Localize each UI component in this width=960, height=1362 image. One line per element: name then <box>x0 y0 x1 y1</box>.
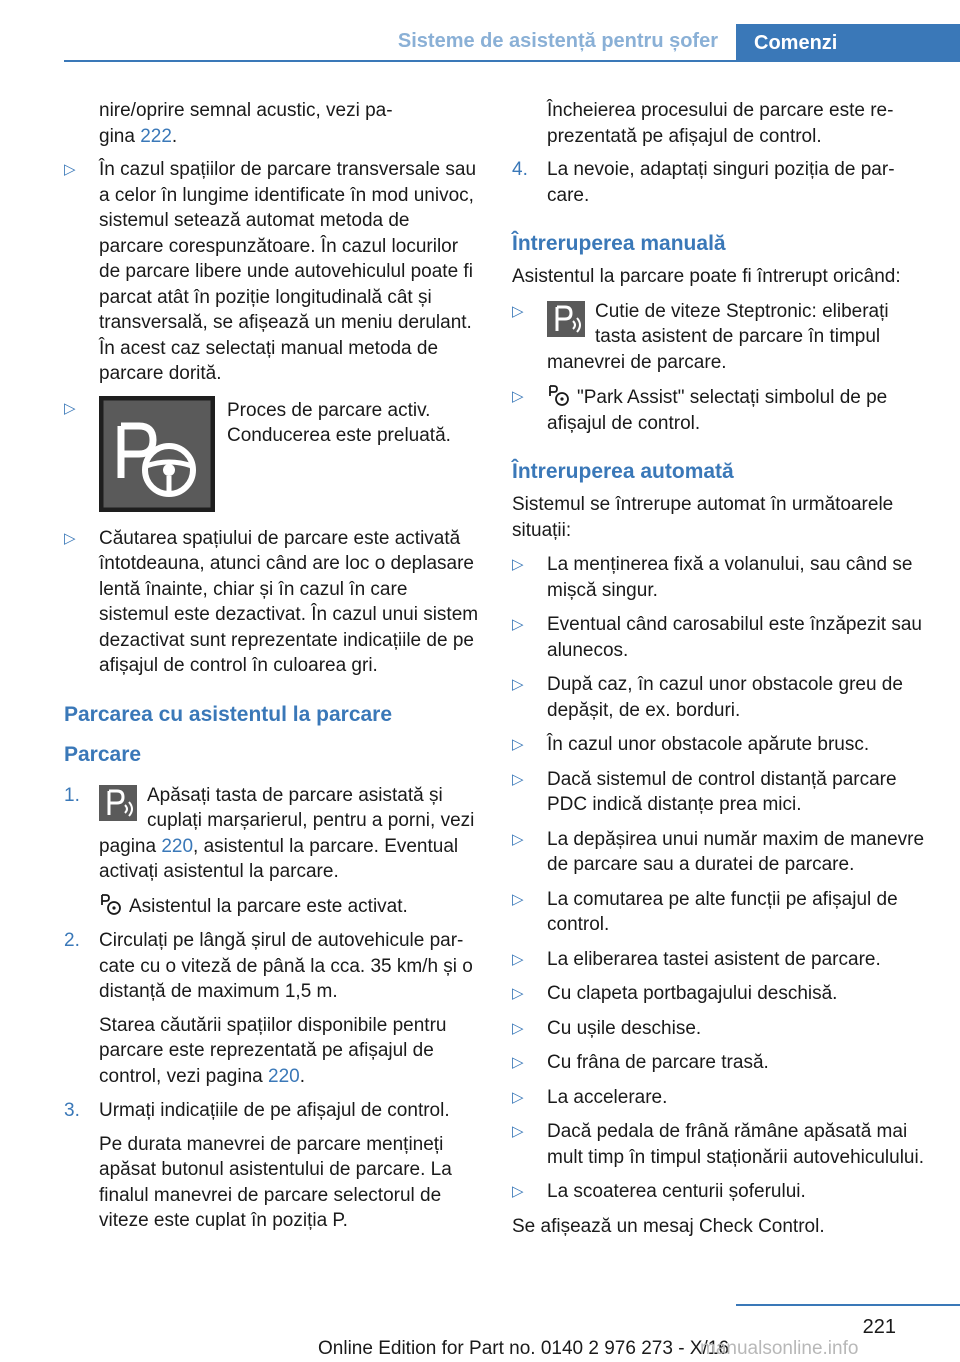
list-item: ▷ Cu frâna de parcare trasă. <box>512 1050 927 1076</box>
step-note: Pe durata manevrei de parcare mențineți apăsat butonul asistentului de parcare. La finalul manevrei de parcare selectorul de viteze este cuplat în poziția P. <box>99 1133 452 1231</box>
left-column <box>64 98 479 1243</box>
section-title: Sisteme de asistență pentru șofer <box>397 30 718 52</box>
list-item: ▷ La accelerare. <box>512 1085 927 1111</box>
manual-interrupt-heading: Întreruperea manuală <box>512 232 726 255</box>
auto-intro: Sistemul se întrerupe automat în următoarele situații: <box>512 494 894 541</box>
watermark: manualsonline.info <box>700 1338 859 1359</box>
header-rule <box>64 60 736 62</box>
page-link-222[interactable]: 222 <box>140 125 172 147</box>
bullet-triangle-icon: ▷ <box>512 302 524 320</box>
park-steering-icon <box>99 396 215 512</box>
bullet-item: ▷ "Park Assist" selectați simbolul de pe afișajul de control. <box>512 384 927 436</box>
bullet-triangle-icon: ▷ <box>512 616 524 633</box>
bullet-triangle-icon: ▷ <box>64 529 76 547</box>
page-number: 221 <box>862 1316 896 1338</box>
park-assist-button-icon <box>99 785 137 821</box>
list-item: ▷ La comutarea pe alte funcții pe afișajul de control. <box>512 888 898 935</box>
list-item: ▷ Dacă sistemul de control distanță parcare PDC indică distanțe prea mici. <box>512 768 897 815</box>
page-header <box>0 0 960 64</box>
numbered-step-3: 3. Urmați indicațiile de pe afișajul de control. Pe durata manevrei de parcare mențineți apăsat butonul asistentului de parcare. La finalul manevrei de parcare selectorul de viteze este cuplat în poziția P. <box>64 1098 479 1234</box>
step-note: Asistentul la parcare este activat. <box>99 893 479 920</box>
bullet-triangle-icon: ▷ <box>512 1088 524 1106</box>
section-heading: Parcarea cu asistentul la parcare <box>64 702 393 726</box>
list-item: ▷ În cazul unor obstacole apărute brusc. <box>512 732 927 758</box>
continued-text: Încheierea procesului de parcare este reprezentată pe afișajul de control. <box>547 100 894 147</box>
bullet-triangle-icon: ▷ <box>512 1183 524 1200</box>
list-item: ▷ Cu clapeta portbagajului deschisă. <box>512 981 927 1007</box>
list-item: ▷ La scoaterea centurii șoferului. <box>512 1179 927 1205</box>
bullet-item: ▷ Proces de parcare activ. Conducerea este preluată. <box>64 396 479 512</box>
bullet-triangle-icon: ▷ <box>64 161 76 178</box>
list-item: ▷ Dacă pedala de frână rămâne apăsată mai mult timp în timpul staționării autovehiculului. <box>512 1121 925 1168</box>
bullet-triangle-icon: ▷ <box>512 1054 524 1071</box>
closing-text: Se afișează un mesaj Check Control. <box>512 1215 825 1237</box>
list-item: ▷ Eventual când carosabilul este înzăpezit sau alunecos. <box>512 614 922 661</box>
bullet-triangle-icon: ▷ <box>512 556 524 573</box>
auto-interrupt-heading: Întreruperea automată <box>512 460 734 483</box>
bullet-triangle-icon: ▷ <box>512 1123 524 1140</box>
list-item: ▷ La eliberarea tastei asistent de parcare. <box>512 947 927 973</box>
bullet-triangle-icon: ▷ <box>512 890 524 908</box>
numbered-step-4: 4. La nevoie, adaptați singuri poziția de parcare. <box>512 159 895 206</box>
bullet-triangle-icon: ▷ <box>512 676 524 693</box>
numbered-step-1: 1. Apăsați tasta de parcare asistată și cuplați marșarierul, pentru a porni, vezi pagina 220, asistentul la parcare. Eventual activați asistentul la parcare. Asistentul la parcare este activat. <box>64 783 479 920</box>
continued-text: nire/oprire semnal acustic, vezi pa- gina 222. <box>99 100 393 147</box>
bullet-triangle-icon: ▷ <box>512 985 524 1002</box>
page-link-220[interactable]: 220 <box>268 1065 300 1087</box>
numbered-step-2: 2. Circulați pe lângă șirul de autovehicule parcate cu o viteză de până la cca. 35 km/h și o distanță de maximum 1,5 m. Starea căutării spațiilor disponibile pentru parcare este reprezentată pe afișajul de control, vezi pagina 220. <box>64 928 479 1089</box>
bullet-item: ▷ În cazul spațiilor de parcare transversale sau a celor în lungime identificate în mod univoc, sistemul setează automat metoda de parcare corespunzătoare. În cazul locurilor de parcare libere unde autovehiculul poate fi parcat atât în poziție longitudinală cât și transversală, se afișează un meniu derulant. În acest caz selectați manual metoda de parcare dorită. <box>64 159 477 384</box>
bullet-triangle-icon: ▷ <box>512 388 524 405</box>
auto-interrupt-list <box>512 552 927 1205</box>
park-assist-symbol-icon <box>547 384 571 406</box>
park-assist-symbol-icon <box>99 893 123 915</box>
bullet-triangle-icon: ▷ <box>512 950 524 968</box>
edition-text: Online Edition for Part no. 0140 2 976 273 - X/16 <box>318 1338 729 1359</box>
subsection-heading: Parcare <box>64 742 142 766</box>
bullet-triangle-icon: ▷ <box>512 1019 524 1037</box>
page-link-220[interactable]: 220 <box>161 835 194 857</box>
park-assist-button-icon <box>547 301 585 337</box>
chapter-tab[interactable]: Comenzi <box>736 24 960 62</box>
bullet-triangle-icon: ▷ <box>512 830 524 848</box>
list-item: ▷ La menținerea fixă a volanului, sau când se mișcă singur. <box>512 554 913 601</box>
bullet-triangle-icon: ▷ <box>512 770 524 788</box>
right-column <box>512 98 927 1239</box>
manual-intro: Asistentul la parcare poate fi întrerupt oricând: <box>512 266 901 287</box>
list-item: ▷ Cu ușile deschise. <box>512 1016 927 1042</box>
bullet-item: ▷ Cutie de viteze Steptronic: eliberați tasta asistent de parcare în timpul manevrei de parcare. <box>512 300 889 373</box>
page-footer <box>0 1304 960 1362</box>
step-note: Starea căutării spațiilor disponibile pentru parcare este reprezentată pe afișajul de control, vezi pagina 220. <box>99 1014 447 1087</box>
bullet-triangle-icon: ▷ <box>64 399 76 417</box>
bullet-triangle-icon: ▷ <box>512 736 524 753</box>
list-item: ▷ La depășirea unui număr maxim de manevre de parcare sau a duratei de parcare. <box>512 828 925 875</box>
footer-rule <box>736 1304 960 1306</box>
bullet-item: ▷ Căutarea spațiului de parcare este activată întotdeauna, atunci când are loc o deplasare lentă înainte, chiar și în cazul în care sistemul este dezactivat. În cazul unui sistem dezactivat sunt reprezentate indicațiile de pe afișajul de control în culoarea gri. <box>64 527 479 676</box>
list-item: ▷ După caz, în cazul unor obstacole greu de depășit, de ex. borduri. <box>512 674 903 721</box>
